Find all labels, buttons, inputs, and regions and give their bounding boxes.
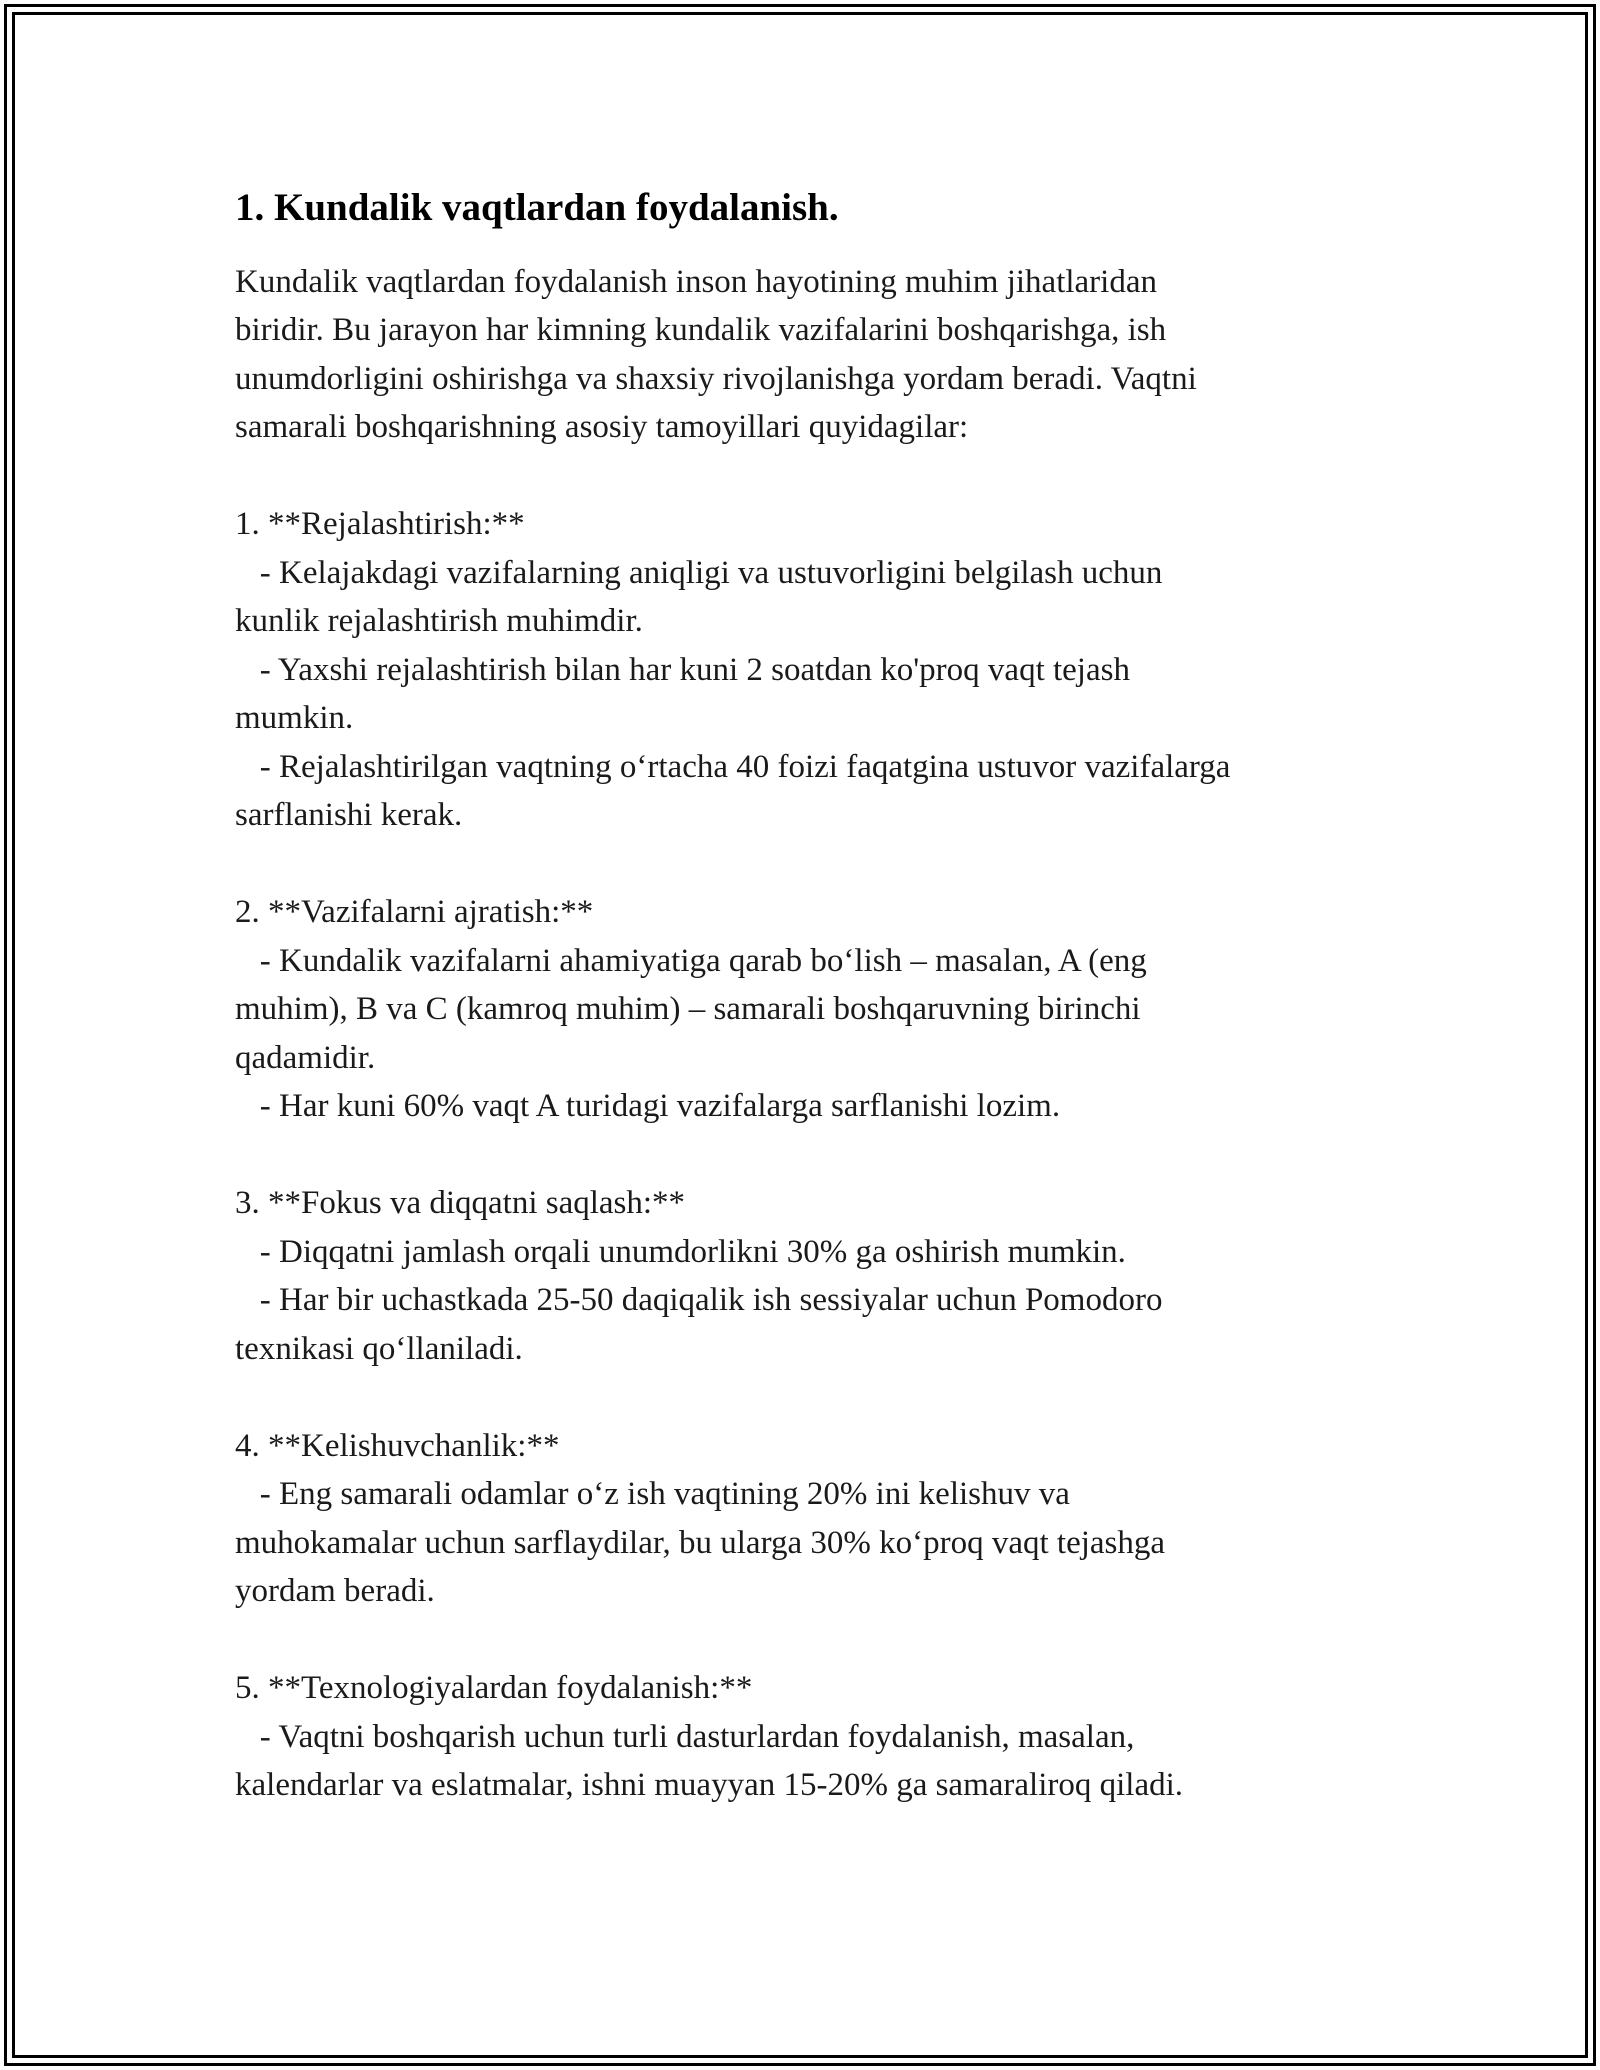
section-bullet: - Har kuni 60% vaqt A turidagi vazifalarga sarflanishi lozim.	[235, 1088, 1061, 1125]
blank-line	[235, 452, 1405, 501]
section-bullet: - Eng samarali odamlar o‘z ish vaqtining 20% ini kelishuv va muhokamalar uchun sarflaydilar, bu ularga 30% ko‘proq vaqt tejashga yordam beradi.	[235, 1476, 1166, 1610]
section-heading: 2. **Vazifalarni ajratish:**	[235, 894, 594, 931]
section-heading: 1. **Rejalashtirish:**	[235, 506, 525, 543]
section-bullet: - Har bir uchastkada 25-50 daqiqalik ish sessiyalar uchun Pomodoro texnikasi qo‘llaniladi.	[235, 1282, 1163, 1367]
section-heading: 5. **Texnologiyalardan foydalanish:**	[235, 1670, 753, 1707]
blank-line	[235, 1616, 1405, 1665]
section-bullet: - Kundalik vazifalarni ahamiyatiga qarab bo‘lish – masalan, A (eng muhim), B va C (kamroq muhim) – samarali boshqaruvning birinchi qadamidir.	[235, 942, 1147, 1076]
blank-line	[235, 1373, 1405, 1422]
document-body	[235, 185, 1405, 1810]
section-bullet: - Yaxshi rejalashtirish bilan har kuni 2 soatdan ko'proq vaqt tejash mumkin.	[235, 651, 1130, 737]
blank-line	[235, 840, 1405, 889]
intro-paragraph: Kundalik vaqtlardan foydalanish inson hayotining muhim jihatlaridan biridir. Bu jarayon har kimning kundalik vazifalarini boshqarishga, ish unumdorligini oshirishga va shaxsiy rivojlanishga yordam beradi. Vaqtni samarali boshqarishning asosiy tamoyillari quyidagilar:	[235, 263, 1197, 446]
section-bullet: - Rejalashtirilgan vaqtning o‘rtacha 40 foizi faqatgina ustuvor vazifalarga sarflanishi kerak.	[235, 748, 1231, 834]
section-bullet: - Kelajakdagi vazifalarning aniqligi va ustuvorligini belgilash uchun kunlik rejalashtirish muhimdir.	[235, 554, 1163, 640]
section-heading: 4. **Kelishuvchanlik:**	[235, 1427, 560, 1464]
section-bullet: - Diqqatni jamlash orqali unumdorlikni 30% ga oshirish mumkin.	[235, 1233, 1126, 1270]
document-title: 1. Kundalik vaqtlardan foydalanish.	[235, 186, 839, 229]
section-heading: 3. **Fokus va diqqatni saqlash:**	[235, 1185, 686, 1222]
blank-line	[235, 1131, 1405, 1180]
section-bullet: - Vaqtni boshqarish uchun turli dasturlardan foydalanish, masalan, kalendarlar va eslatmalar, ishni muayyan 15-20% ga samaraliroq qiladi.	[235, 1718, 1184, 1804]
